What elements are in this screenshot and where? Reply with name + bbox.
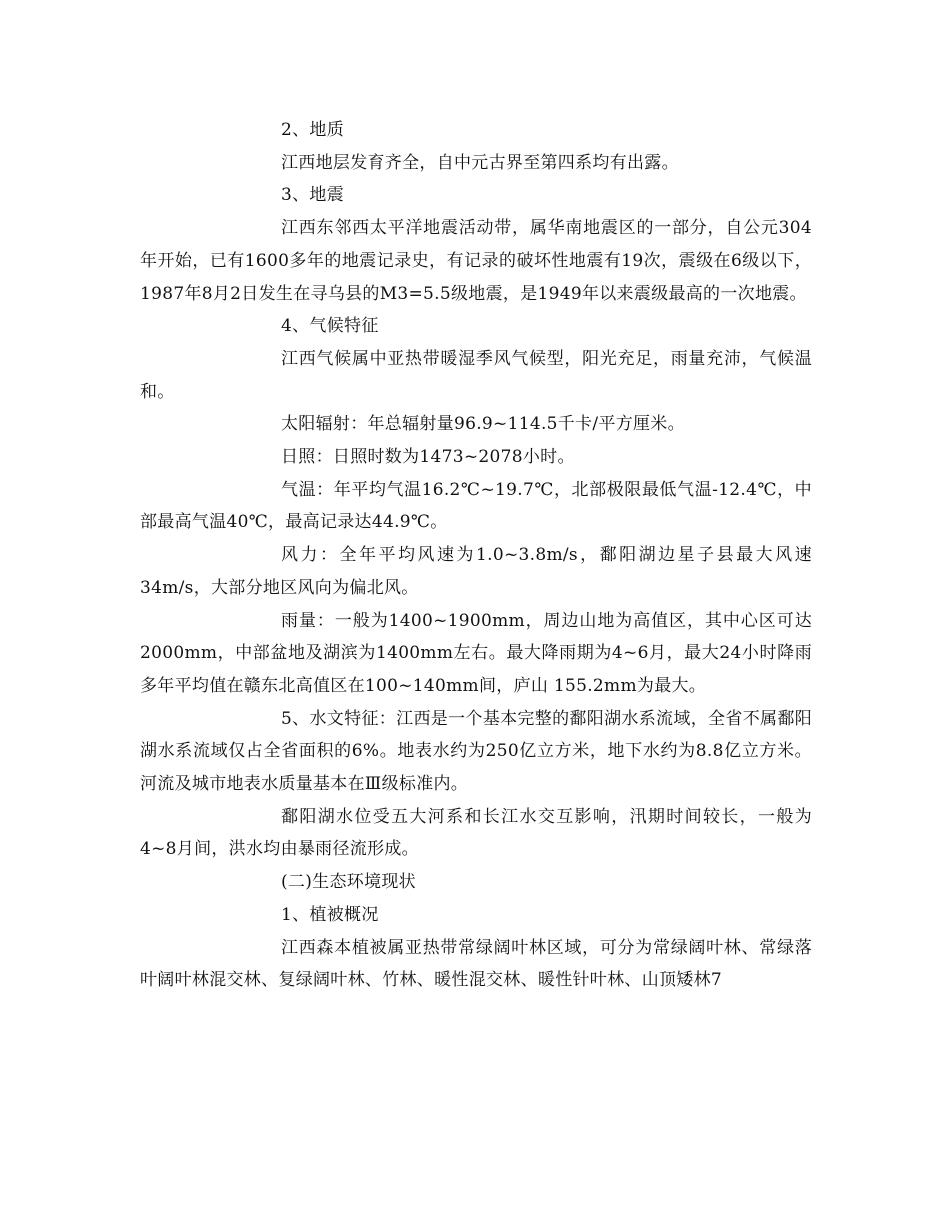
paragraph-poyang-lake: 鄱阳湖水位受五大河系和长江水交互影响，汛期时间较长，一般为4~8月间，洪水均由暴雨径流形成。 (140, 806, 812, 860)
paragraph-vegetation: 江西森本植被属亚热带常绿阔叶林区域，可分为常绿阔叶林、常绿落叶阔叶林混交林、复绿阔叶林、竹林、暖性混交林、暖性针叶林、山顶矮林7 (140, 937, 812, 991)
heading-earthquake: 3、地震 (281, 185, 345, 206)
paragraph-temperature: 气温：年平均气温16.2℃~19.7℃，北部极限最低气温-12.4℃，中部最高气温40℃，最高记录达44.9℃。 (140, 479, 812, 533)
paragraph-solar-radiation: 太阳辐射：年总辐射量96.9~114.5千卡/平方厘米。 (281, 414, 685, 435)
paragraph-geology: 江西地层发育齐全，自中元古界至第四系均有出露。 (281, 152, 679, 173)
paragraph-hydrology: 5、水文特征：江西是一个基本完整的鄱阳湖水系流域，全省不属鄱阳湖水系流域仅占全省面积的6%。地表水约为250亿立方米，地下水约为8.8亿立方米。河流及城市地表水质量基本在Ⅲ级标准内。 (140, 708, 812, 795)
document-body (140, 114, 812, 997)
paragraph-climate: 江西气候属中亚热带暖湿季风气候型，阳光充足，雨量充沛，气候温和。 (140, 348, 812, 402)
paragraph-rainfall: 雨量：一般为1400~1900mm，周边山地为高值区，其中心区可达2000mm，中部盆地及湖滨为1400mm左右。最大降雨期为4~6月，最大24小时降雨多年平均值在赣东北高值区在100~140mm间，庐山 155.2mm为最大。 (140, 610, 812, 696)
paragraph-earthquake: 江西东邻西太平洋地震活动带，属华南地震区的一部分，自公元304年开始，已有1600多年的地震记录史，有记录的破坏性地震有19次，震级在6级以下，1987年8月2日发生在寻乌县的M3=5.5级地震，是1949年以来震级最高的一次地震。 (140, 218, 812, 304)
paragraph-wind: 风力：全年平均风速为1.0~3.8m/s，鄱阳湖边星子县最大风速34m/s，大部分地区风向为偏北风。 (140, 545, 812, 598)
paragraph-sunshine: 日照：日照时数为1473~2078小时。 (281, 447, 575, 468)
heading-ecology: (二)生态环境现状 (281, 872, 416, 893)
heading-vegetation: 1、植被概况 (281, 904, 379, 925)
heading-geology: 2、地质 (281, 120, 345, 140)
heading-climate: 4、气候特征 (281, 316, 379, 337)
